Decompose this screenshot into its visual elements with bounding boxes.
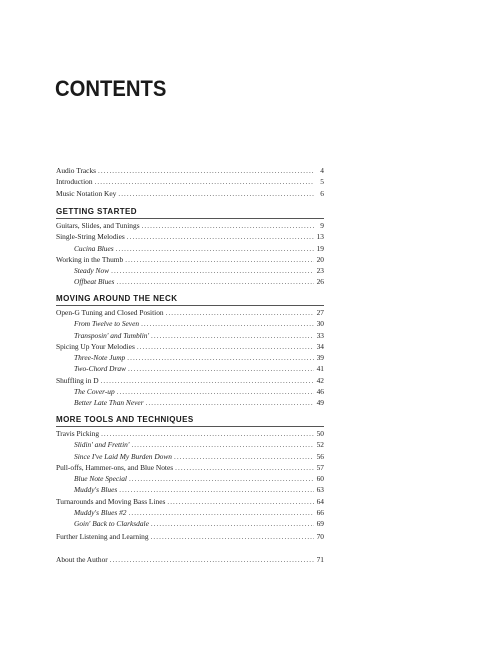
toc-section-more-tools-and-techniques — [56, 413, 324, 530]
dot-leader — [95, 177, 314, 188]
toc-entry-label: Better Late Than Never — [74, 398, 144, 408]
toc-entry — [56, 254, 324, 265]
toc-entry — [56, 341, 324, 352]
toc-subentry — [56, 473, 324, 484]
toc-entry-page: 30 — [316, 319, 324, 329]
toc-entry-label: Transposin' and Tumblin' — [74, 330, 150, 340]
toc-entry-label: Muddy's Blues #2 — [74, 508, 127, 518]
dot-leader — [127, 232, 314, 243]
toc-entry-page: 27 — [316, 308, 324, 317]
dot-leader — [167, 497, 314, 508]
toc-entry — [56, 531, 324, 542]
dot-leader — [151, 331, 314, 342]
dot-leader — [101, 376, 314, 387]
toc-entry-label: Open-G Tuning and Closed Position — [56, 308, 164, 317]
toc-entry-page: 49 — [316, 398, 324, 408]
toc-subentry — [56, 518, 324, 529]
dot-leader — [125, 255, 314, 266]
toc-entry-page: 42 — [316, 375, 324, 385]
dot-leader — [137, 342, 314, 353]
toc-entry-label: Blue Note Special — [74, 474, 127, 484]
dot-leader — [146, 398, 314, 409]
toc-subentry — [56, 386, 324, 397]
toc-subentry — [56, 363, 324, 374]
toc-entry-page: 50 — [316, 429, 324, 438]
toc-entry-page: 39 — [316, 353, 324, 363]
toc-entry-page: 34 — [316, 341, 324, 351]
dot-leader — [98, 166, 314, 177]
toc-entry-label: Steady Now — [74, 266, 110, 276]
toc-entry — [56, 176, 324, 187]
toc-entry-page: 56 — [316, 451, 324, 461]
toc-entry-label: Goin' Back to Clarksdale — [74, 519, 149, 529]
toc-entry-page: 26 — [316, 277, 324, 287]
toc-entry-page: 33 — [316, 330, 324, 340]
dot-leader — [116, 244, 314, 255]
toc-back-matter-author — [56, 554, 324, 565]
dot-leader — [151, 519, 314, 530]
toc-entry-label: Guitars, Slides, and Tunings — [56, 221, 140, 230]
toc-entry-page: 71 — [316, 555, 324, 564]
toc-entry — [56, 231, 324, 242]
toc-entry-page: 41 — [316, 364, 324, 374]
dot-leader — [174, 452, 314, 463]
toc-entry-label: Since I've Laid My Burden Down — [74, 451, 172, 461]
toc-subentry — [56, 318, 324, 329]
toc-entry-label: Spicing Up Your Melodies — [56, 341, 135, 351]
toc-entry — [56, 428, 324, 439]
toc-entry-page: 9 — [320, 221, 324, 230]
toc-entry-label: Pull-offs, Hammer-ons, and Blue Notes — [56, 462, 174, 472]
toc-entry-page: 23 — [316, 266, 324, 276]
toc-entry-page: 46 — [316, 387, 324, 397]
toc-entry — [56, 165, 324, 176]
toc-entry-page: 20 — [316, 254, 324, 264]
toc-entry-label: Three-Note Jump — [74, 353, 126, 363]
toc-subentry — [56, 439, 324, 450]
toc-entry — [56, 462, 324, 473]
toc-entry-label: Cucina Blues — [74, 243, 114, 253]
toc-entry-page: 69 — [316, 519, 324, 529]
dot-leader — [129, 508, 315, 519]
toc-subentry — [56, 352, 324, 363]
toc-entry-page: 63 — [316, 485, 324, 495]
dot-leader — [116, 277, 314, 288]
toc-entry — [56, 496, 324, 507]
toc-entry-label: Turnarounds and Moving Bass Lines — [56, 496, 166, 506]
dot-leader — [117, 387, 314, 398]
toc-entry — [56, 220, 324, 231]
dot-leader — [110, 555, 314, 566]
toc-entry-label: Travis Picking — [56, 429, 100, 438]
toc-entry-page: 52 — [316, 440, 324, 450]
toc-entry — [56, 307, 324, 318]
section-heading: MORE TOOLS AND TECHNIQUES — [56, 413, 324, 427]
toc-subentry — [56, 243, 324, 254]
section-heading: MOVING AROUND THE NECK — [56, 292, 324, 306]
dot-leader — [118, 189, 314, 200]
toc-subentry — [56, 397, 324, 408]
toc-entry-page: 6 — [320, 188, 324, 198]
toc-entry-label: Two-Chord Draw — [74, 364, 126, 374]
toc-entry-page: 13 — [316, 232, 324, 242]
toc-entry-label: Audio Tracks — [56, 166, 97, 175]
toc-entry-page: 60 — [316, 474, 324, 484]
toc-section-moving-around-the-neck — [56, 292, 324, 409]
dot-leader — [166, 308, 314, 319]
dot-leader — [128, 364, 314, 375]
dot-leader — [129, 474, 314, 485]
toc-entry-label: Music Notation Key — [56, 188, 117, 198]
dot-leader — [151, 532, 314, 543]
toc-entry — [56, 375, 324, 386]
toc-entry-label: From Twelve to Seven — [74, 319, 140, 329]
toc-entry-label: Single-String Melodies — [56, 232, 125, 242]
toc-entry-label: Working in the Thumb — [56, 254, 124, 264]
dot-leader — [111, 266, 314, 277]
dot-leader — [127, 353, 314, 364]
toc-entry-page: 5 — [320, 177, 324, 187]
toc-entry-page: 70 — [316, 532, 324, 541]
toc-section-getting-started — [56, 205, 324, 288]
toc-entry-label: Slidin' and Frettin' — [74, 440, 130, 450]
toc-entry-label: Shuffling in D — [56, 375, 99, 385]
toc-entry-label: Offbeat Blues — [74, 277, 115, 287]
toc-entry — [56, 554, 324, 565]
toc-subentry — [56, 265, 324, 276]
toc-entry-page: 66 — [316, 508, 324, 518]
section-heading: GETTING STARTED — [56, 205, 324, 219]
toc-entry-label: Introduction — [56, 177, 93, 187]
toc-subentry — [56, 507, 324, 518]
toc-entry-label: Further Listening and Learning — [56, 532, 149, 541]
dot-leader — [175, 463, 314, 474]
toc-entry-label: Muddy's Blues — [74, 485, 118, 495]
toc-subentry — [56, 451, 324, 462]
toc-entry-page: 19 — [316, 243, 324, 253]
toc-front-matter — [56, 165, 324, 199]
toc-entry-label: About the Author — [56, 555, 108, 564]
dot-leader — [101, 429, 314, 440]
toc-subentry — [56, 330, 324, 341]
toc-entry-page: 64 — [316, 496, 324, 506]
toc-entry-page: 4 — [320, 166, 324, 175]
dot-leader — [142, 221, 314, 232]
toc-subentry — [56, 484, 324, 495]
dot-leader — [141, 319, 314, 330]
toc-subentry — [56, 276, 324, 287]
toc-entry-page: 57 — [316, 462, 324, 472]
toc-entry — [56, 188, 324, 199]
toc-back-matter-further — [56, 531, 324, 542]
page-title: CONTENTS — [55, 76, 167, 101]
toc-entry-label: The Cover-up — [74, 387, 115, 397]
